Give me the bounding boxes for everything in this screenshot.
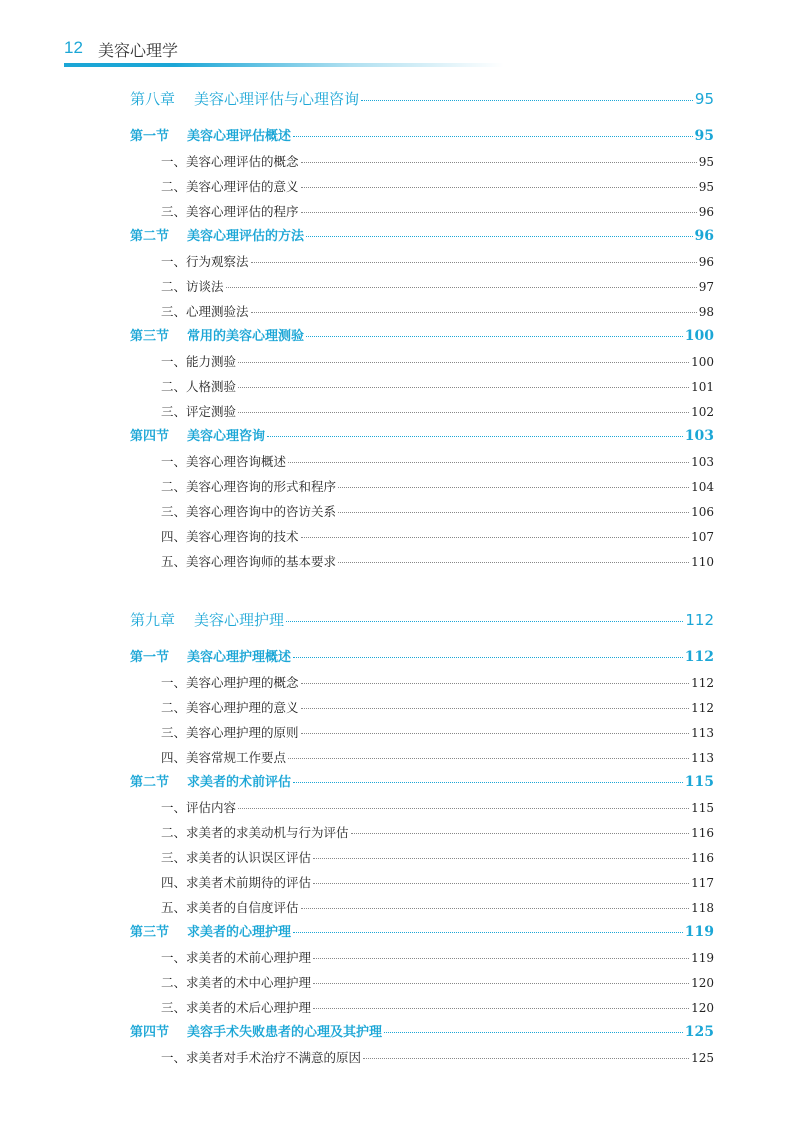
item-page: 113: [691, 751, 714, 765]
toc-item[interactable]: [130, 149, 714, 174]
item-label: 一、求美者对手术治疗不满意的原因: [161, 1050, 362, 1065]
toc-item[interactable]: [130, 449, 714, 474]
toc-item[interactable]: [130, 670, 714, 695]
toc-item[interactable]: [130, 695, 714, 720]
toc-item[interactable]: [130, 274, 714, 299]
section-label: [130, 124, 291, 149]
toc-item[interactable]: [130, 720, 714, 745]
book-title: 美容心理学: [98, 41, 179, 60]
toc-item[interactable]: [130, 249, 714, 274]
section-title: 常用的美容心理测验: [187, 329, 305, 344]
dot-leader: [286, 621, 683, 622]
item-label: 五、求美者的自信度评估: [161, 900, 299, 915]
page-number: 12: [64, 38, 83, 57]
toc-item[interactable]: [130, 995, 714, 1020]
section-page: 95: [694, 128, 714, 144]
item-page: 101: [691, 380, 714, 394]
dot-leader: [238, 808, 689, 809]
dot-leader: [306, 236, 693, 237]
toc-item[interactable]: [130, 174, 714, 199]
dot-leader: [301, 537, 690, 538]
item-page: 113: [691, 726, 714, 740]
item-page: 118: [691, 901, 714, 915]
dot-leader: [301, 212, 697, 213]
dot-leader: [313, 983, 689, 984]
toc-item[interactable]: [130, 845, 714, 870]
chapter-label: [130, 608, 284, 632]
section-page: 103: [684, 428, 714, 444]
dot-leader: [301, 708, 690, 709]
toc-item[interactable]: [130, 499, 714, 524]
toc-item[interactable]: [130, 795, 714, 820]
section-label: [130, 324, 304, 349]
dot-leader: [301, 733, 690, 734]
item-page: 112: [691, 676, 714, 690]
section-number: 第二节: [130, 775, 170, 790]
dot-leader: [251, 312, 697, 313]
item-page: 120: [691, 1001, 714, 1015]
section-heading[interactable]: [130, 424, 714, 449]
item-page: 103: [691, 455, 714, 469]
dot-leader: [351, 833, 690, 834]
dot-leader: [306, 336, 683, 337]
dot-leader: [338, 487, 689, 488]
dot-leader: [251, 262, 697, 263]
dot-leader: [338, 512, 689, 513]
item-page: 102: [691, 405, 714, 419]
item-label: 三、美容心理评估的程序: [161, 204, 299, 219]
section-number: 第三节: [130, 925, 170, 940]
section-page: 119: [684, 924, 714, 940]
section-heading[interactable]: [130, 1020, 714, 1045]
dot-leader: [301, 187, 697, 188]
toc-item[interactable]: [130, 399, 714, 424]
dot-leader: [293, 932, 683, 933]
dot-leader: [301, 162, 697, 163]
item-label: 三、评定测验: [161, 404, 237, 419]
header-rule: [64, 63, 504, 67]
section-title: 美容心理护理概述: [187, 650, 292, 665]
item-label: 二、访谈法: [161, 279, 224, 294]
toc-item[interactable]: [130, 745, 714, 770]
section-label: [130, 224, 304, 249]
section-number: 第二节: [130, 229, 170, 244]
item-label: 三、求美者的术后心理护理: [161, 1000, 312, 1015]
section-number: 第一节: [130, 650, 170, 665]
dot-leader: [313, 858, 689, 859]
dot-leader: [288, 758, 689, 759]
toc-item[interactable]: [130, 549, 714, 574]
section-heading[interactable]: [130, 224, 714, 249]
item-label: 三、心理测验法: [161, 304, 249, 319]
item-page: 116: [691, 851, 714, 865]
item-page: 112: [691, 701, 714, 715]
item-label: 一、求美者的术前心理护理: [161, 950, 312, 965]
item-label: 二、人格测验: [161, 379, 237, 394]
section-title: 美容心理评估概述: [187, 129, 292, 144]
item-label: 一、美容心理评估的概念: [161, 154, 299, 169]
section-page: 115: [684, 774, 714, 790]
section-heading[interactable]: [130, 645, 714, 670]
chapter-heading[interactable]: [130, 608, 714, 632]
toc-item[interactable]: [130, 299, 714, 324]
toc-item[interactable]: [130, 349, 714, 374]
item-page: 107: [691, 530, 714, 544]
chapter-page: 95: [694, 90, 714, 108]
chapter-page: 112: [685, 611, 714, 629]
table-of-contents: [130, 85, 714, 1070]
item-page: 95: [698, 180, 714, 194]
dot-leader: [301, 683, 690, 684]
section-label: [130, 1020, 382, 1045]
chapter-heading[interactable]: [130, 87, 714, 111]
item-label: 四、美容心理咨询的技术: [161, 529, 299, 544]
item-label: 二、求美者的求美动机与行为评估: [161, 825, 349, 840]
item-label: 一、行为观察法: [161, 254, 249, 269]
item-label: 二、求美者的术中心理护理: [161, 975, 312, 990]
dot-leader: [293, 782, 683, 783]
item-label: 一、美容心理护理的概念: [161, 675, 299, 690]
toc-item[interactable]: [130, 820, 714, 845]
section-number: 第一节: [130, 129, 170, 144]
section-label: [130, 920, 291, 945]
item-page: 119: [691, 951, 714, 965]
section-number: 第三节: [130, 329, 170, 344]
dot-leader: [313, 958, 689, 959]
toc-item[interactable]: [130, 970, 714, 995]
dot-leader: [293, 136, 693, 137]
item-page: 115: [691, 801, 714, 815]
toc-item[interactable]: [130, 1045, 714, 1070]
section-page: 96: [694, 228, 714, 244]
dot-leader: [238, 412, 689, 413]
dot-leader: [363, 1058, 689, 1059]
toc-item[interactable]: [130, 895, 714, 920]
item-page: 104: [691, 480, 714, 494]
item-label: 一、美容心理咨询概述: [161, 454, 287, 469]
toc-item[interactable]: [130, 374, 714, 399]
dot-leader: [301, 908, 690, 909]
section-heading[interactable]: [130, 324, 714, 349]
item-page: 95: [698, 155, 714, 169]
item-page: 97: [698, 280, 714, 294]
section-page: 112: [684, 649, 714, 665]
toc-item[interactable]: [130, 524, 714, 549]
section-title: 求美者的心理护理: [187, 925, 292, 940]
item-page: 96: [698, 255, 714, 269]
dot-leader: [267, 436, 683, 437]
item-label: 二、美容心理护理的意义: [161, 700, 299, 715]
item-page: 98: [698, 305, 714, 319]
dot-leader: [361, 100, 693, 101]
item-page: 110: [691, 555, 714, 569]
section-label: [130, 770, 291, 795]
section-title: 求美者的术前评估: [187, 775, 292, 790]
section-heading[interactable]: [130, 124, 714, 149]
toc-item[interactable]: [130, 945, 714, 970]
dot-leader: [293, 657, 683, 658]
item-page: 116: [691, 826, 714, 840]
item-label: 二、美容心理评估的意义: [161, 179, 299, 194]
chapter-number: 第九章: [130, 611, 176, 629]
item-page: 100: [691, 355, 714, 369]
section-heading[interactable]: [130, 770, 714, 795]
item-label: 三、美容心理咨询中的咨访关系: [161, 504, 337, 519]
item-page: 117: [691, 876, 714, 890]
chapter-title: 美容心理评估与心理咨询: [194, 90, 360, 108]
dot-leader: [226, 287, 697, 288]
item-label: 二、美容心理咨询的形式和程序: [161, 479, 337, 494]
toc-item[interactable]: [130, 870, 714, 895]
chapter-number: 第八章: [130, 90, 176, 108]
page-header: [64, 36, 764, 66]
item-label: 四、美容常规工作要点: [161, 750, 287, 765]
item-label: 三、美容心理护理的原则: [161, 725, 299, 740]
section-title: 美容心理评估的方法: [187, 229, 305, 244]
dot-leader: [238, 387, 689, 388]
item-label: 一、能力测验: [161, 354, 237, 369]
chapter-title: 美容心理护理: [194, 611, 285, 629]
section-number: 第四节: [130, 1025, 170, 1040]
dot-leader: [288, 462, 689, 463]
dot-leader: [338, 562, 689, 563]
section-heading[interactable]: [130, 920, 714, 945]
section-title: 美容手术失败患者的心理及其护理: [187, 1025, 383, 1040]
dot-leader: [313, 1008, 689, 1009]
item-label: 五、美容心理咨询师的基本要求: [161, 554, 337, 569]
item-label: 三、求美者的认识误区评估: [161, 850, 312, 865]
section-label: [130, 424, 265, 449]
section-label: [130, 645, 291, 670]
item-page: 120: [691, 976, 714, 990]
chapter-label: [130, 87, 359, 111]
dot-leader: [313, 883, 689, 884]
item-label: 四、求美者术前期待的评估: [161, 875, 312, 890]
toc-item[interactable]: [130, 199, 714, 224]
dot-leader: [238, 362, 689, 363]
item-page: 125: [691, 1051, 714, 1065]
item-page: 96: [698, 205, 714, 219]
section-title: 美容心理咨询: [187, 429, 266, 444]
section-page: 100: [684, 328, 714, 344]
section-number: 第四节: [130, 429, 170, 444]
toc-item[interactable]: [130, 474, 714, 499]
dot-leader: [384, 1032, 683, 1033]
section-page: 125: [684, 1024, 714, 1040]
item-label: 一、评估内容: [161, 800, 237, 815]
item-page: 106: [691, 505, 714, 519]
